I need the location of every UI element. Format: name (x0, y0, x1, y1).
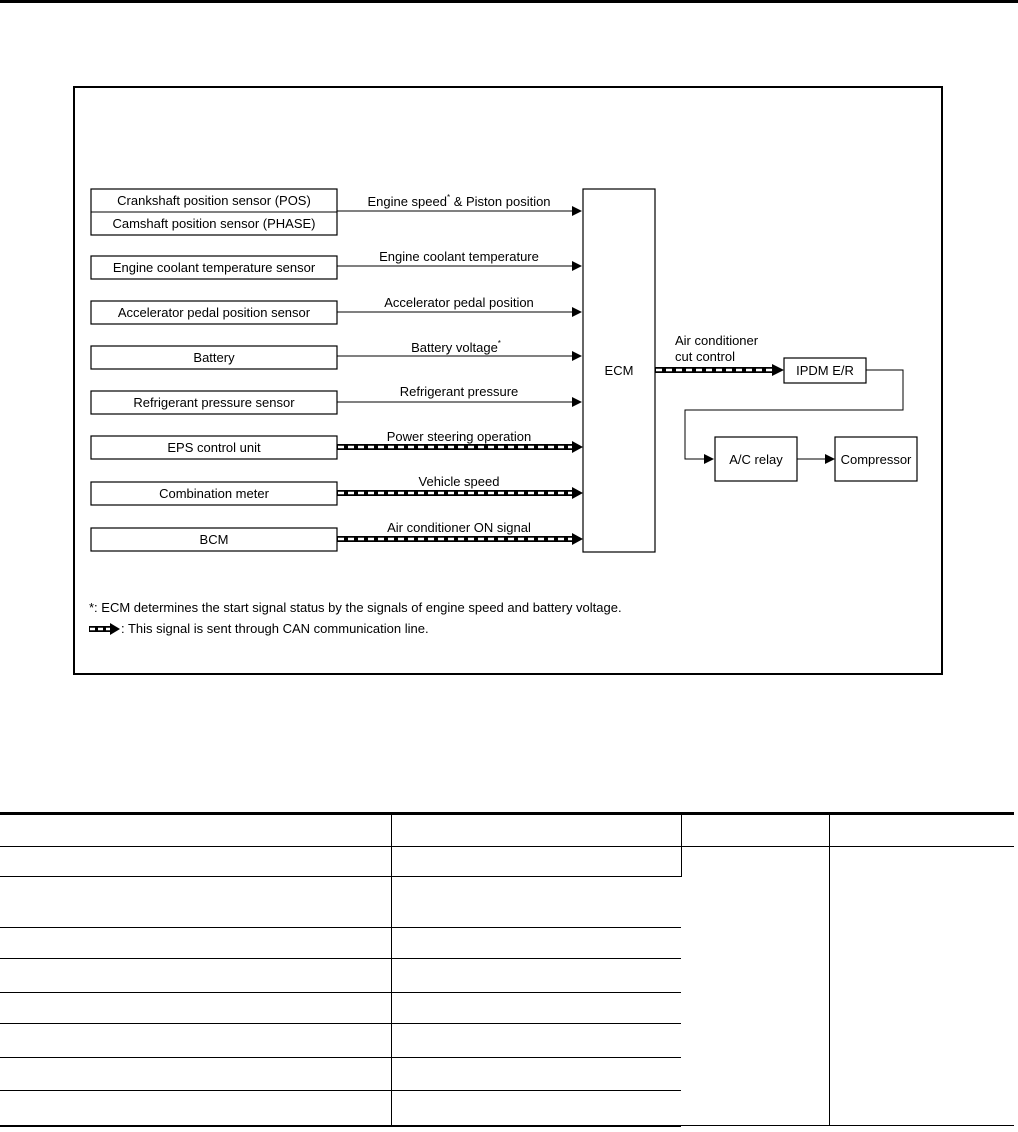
coolant-sensor-label: Engine coolant temperature sensor (112, 260, 316, 275)
table-cell (0, 847, 391, 877)
ac-cut-control-path (655, 333, 784, 376)
table-cell (391, 959, 681, 993)
input-crank-cam (91, 189, 581, 235)
can-legend-arrow-icon (89, 622, 121, 636)
refrigerant-signal-label: Refrigerant pressure (399, 384, 519, 399)
eps-label: EPS control unit (167, 440, 261, 455)
table-header-cell (0, 814, 391, 847)
ac-cut-can-arrowhead (772, 364, 784, 376)
meter-can-arrowhead (572, 487, 583, 499)
table-header-cell (391, 814, 681, 847)
table-cell (391, 877, 681, 928)
eps-signal-label: Power steering operation (386, 429, 532, 444)
crankshaft-sensor-label: Crankshaft position sensor (POS) (117, 193, 311, 208)
table-cell (391, 847, 681, 877)
spec-table (0, 812, 1014, 1127)
table-header-cell (681, 814, 829, 847)
ac-cut-label-line2: cut control (675, 349, 735, 364)
table-cell (0, 1091, 391, 1126)
asterisk-note: *: ECM determines the start signal status by the signals of engine speed and battery voltage. (89, 600, 622, 615)
table-cell (391, 928, 681, 959)
input-refrigerant (91, 384, 581, 414)
vehicle-speed-signal-label: Vehicle speed (418, 474, 500, 489)
can-legend-note (89, 621, 429, 636)
table-cell (391, 1058, 681, 1091)
table-cell (391, 1024, 681, 1058)
table-cell (0, 959, 391, 993)
ac-on-signal-label: Air conditioner ON signal (387, 520, 531, 535)
ac-cut-label-line1: Air conditioner (675, 333, 759, 348)
can-legend-text: : This signal is sent through CAN communication line. (121, 621, 429, 636)
table-row (0, 847, 1014, 877)
input-coolant (91, 249, 581, 279)
bcm-can-arrowhead (572, 533, 583, 545)
bcm-label: BCM (199, 532, 229, 547)
eps-can-arrowhead (572, 441, 583, 453)
ecm-label: ECM (604, 363, 634, 378)
input-battery (91, 339, 581, 369)
refrigerant-sensor-label: Refrigerant pressure sensor (133, 395, 295, 410)
combination-meter-label: Combination meter (159, 486, 269, 501)
ipdm-label: IPDM E/R (796, 363, 854, 378)
battery-label: Battery (193, 350, 235, 365)
table-cell (0, 877, 391, 928)
camshaft-sensor-label: Camshaft position sensor (PHASE) (112, 216, 316, 231)
input-eps (91, 429, 583, 459)
table-cell (0, 928, 391, 959)
table-header-cell (829, 814, 1014, 847)
accelerator-signal-label: Accelerator pedal position (384, 295, 534, 310)
table-cell (0, 1024, 391, 1058)
ac-cut-can-line-outer (655, 367, 773, 373)
ac-relay-label: A/C relay (729, 452, 783, 467)
table-merged-cell (681, 847, 829, 1126)
coolant-signal-label: Engine coolant temperature (379, 249, 539, 264)
table-cell (391, 993, 681, 1024)
input-combination-meter (91, 474, 583, 505)
battery-signal-label: Battery voltage* (411, 339, 501, 355)
table-header-row (0, 814, 1014, 847)
input-bcm (91, 520, 583, 551)
input-accelerator (91, 295, 581, 324)
compressor-label: Compressor (840, 452, 912, 467)
table-cell (391, 1091, 681, 1126)
engine-speed-signal-label: Engine speed* & Piston position (367, 193, 551, 209)
table-cell (0, 993, 391, 1024)
accelerator-sensor-label: Accelerator pedal position sensor (117, 305, 311, 320)
table-cell (0, 1058, 391, 1091)
table-merged-cell (829, 847, 1014, 1126)
